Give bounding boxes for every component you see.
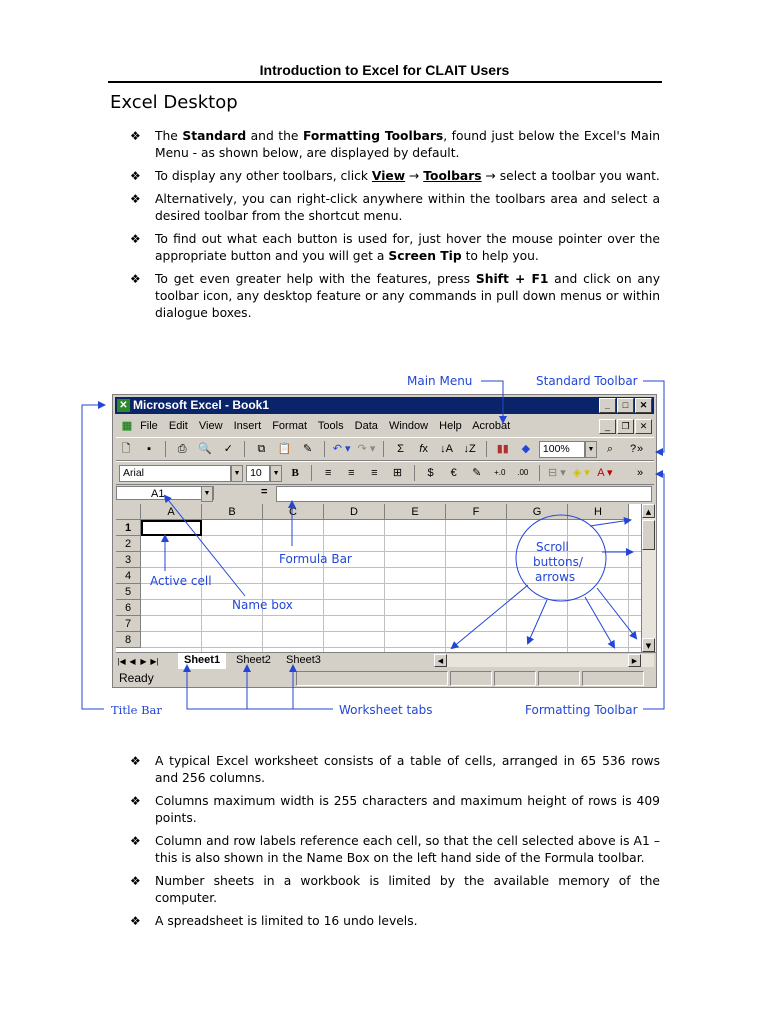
format-painter-icon[interactable]: ✎ [302, 443, 313, 456]
status-text: Ready [119, 671, 154, 685]
scroll-down-icon[interactable]: ▼ [642, 638, 655, 652]
gridline [445, 520, 446, 652]
tab-sheet3[interactable]: Sheet3 [286, 654, 321, 666]
standard-toolbar [116, 437, 654, 461]
paste-icon[interactable]: 📋 [277, 443, 292, 456]
gridline [141, 615, 641, 616]
menu-edit[interactable]: Edit [168, 420, 188, 432]
page-header: Introduction to Excel for CLAIT Users [259, 62, 510, 78]
formula-input[interactable] [276, 486, 652, 502]
font-color-icon[interactable]: A ▾ [597, 467, 613, 480]
merge-center-icon[interactable]: ⊞ [392, 467, 403, 480]
align-left-icon[interactable]: ≡ [325, 467, 332, 480]
chevron-down-icon[interactable]: ▼ [270, 465, 282, 482]
bullet-icon: ❖ [130, 914, 141, 928]
bullet-icon: ❖ [130, 192, 141, 206]
column-header[interactable]: C [263, 504, 324, 520]
sheet-icon[interactable]: ▦ [121, 420, 133, 433]
list-item: ❖ Alternatively, you can right-click anywhere within the toolbars area and select a desired toolbar from the shortcut menu. [130, 192, 660, 223]
row-header[interactable]: 3 [116, 552, 141, 568]
label-scroll-3: arrows [535, 570, 576, 584]
menu-acrobat[interactable]: Acrobat [472, 420, 511, 432]
first-sheet-icon[interactable]: |◀ [117, 657, 126, 666]
column-header[interactable]: A [141, 504, 202, 520]
status-panel [450, 671, 492, 686]
label-scroll-1: Scroll [536, 540, 569, 554]
bullet-icon: ❖ [130, 129, 141, 143]
binoculars-icon[interactable]: ⌕ [606, 443, 614, 456]
sheet-tabs-row [116, 652, 656, 669]
print-preview-icon[interactable]: 🔍 [198, 443, 213, 456]
active-cell[interactable] [141, 520, 202, 536]
main-menu [117, 417, 654, 435]
doc-restore-icon[interactable]: ❐ [617, 419, 634, 434]
window-title: Microsoft Excel - Book1 [133, 398, 270, 412]
autosum-icon[interactable]: Σ [397, 443, 404, 456]
copy-icon[interactable]: ⧉ [257, 443, 266, 456]
menu-view[interactable]: View [198, 420, 223, 432]
excel-app-icon: ✕ [117, 399, 130, 412]
list-item: ❖ A spreadsheet is limited to 16 undo levels. [130, 914, 418, 928]
menu-help[interactable]: Help [439, 420, 462, 432]
maximize-icon[interactable]: □ [617, 398, 634, 413]
label-main-menu: Main Menu [407, 374, 473, 388]
decrease-decimal-icon[interactable]: .00 [517, 468, 529, 478]
last-sheet-icon[interactable]: ▶| [150, 657, 159, 666]
chevron-down-icon[interactable]: ▼ [231, 465, 243, 482]
new-icon[interactable]: 🗋 [121, 443, 131, 456]
print-icon[interactable]: ⎙ [177, 443, 187, 456]
chevron-down-icon[interactable]: ▼ [585, 441, 597, 458]
excel-window [112, 394, 657, 688]
increase-decimal-icon[interactable]: +.0 [494, 468, 506, 478]
label-scroll-2: buttons/ [533, 555, 583, 569]
spelling-icon[interactable]: ✓ [223, 443, 233, 456]
status-panel [582, 671, 644, 686]
bottom-bullet-list [130, 753, 660, 936]
help-icon[interactable]: ? [629, 443, 637, 456]
font-name-field[interactable]: Arial [119, 465, 231, 482]
doc-minimize-icon[interactable]: _ [599, 419, 616, 434]
list-item: ❖ Column and row labels reference each cell, so that the cell selected above is A1 – this is also shown in the Name Box on the left hand side of the Formula toolbar. [130, 834, 660, 865]
menu-insert[interactable]: Insert [233, 420, 262, 432]
row-header[interactable]: 5 [116, 584, 141, 600]
gridline [141, 599, 641, 600]
header-rule [108, 81, 662, 83]
borders-icon[interactable]: ⊟ ▾ [547, 467, 566, 480]
vertical-scrollbar[interactable] [641, 504, 656, 652]
doc-close-icon[interactable]: ✕ [635, 419, 652, 434]
column-header[interactable]: H [568, 504, 629, 520]
label-worksheet-tabs: Worksheet tabs [339, 703, 433, 717]
chevron-down-icon[interactable]: ▼ [201, 486, 213, 502]
list-item: ❖ Columns maximum width is 255 characters and maximum height of rows is 409 points. [130, 794, 660, 825]
label-formatting-toolbar: Formatting Toolbar [525, 703, 638, 717]
column-header[interactable]: D [324, 504, 385, 520]
scroll-up-icon[interactable]: ▲ [642, 504, 655, 518]
label-name-box: Name box [232, 598, 293, 612]
function-icon[interactable]: fx [419, 443, 428, 456]
name-box[interactable]: A1 ▼ [116, 486, 214, 500]
list-item: ❖ A typical Excel worksheet consists of a table of cells, arranged in 65 536 rows and 256 columns. [130, 754, 660, 785]
row-header[interactable]: 2 [116, 536, 141, 552]
fill-color-icon[interactable]: ◈ ▾ [572, 467, 590, 480]
row-header[interactable]: 6 [116, 600, 141, 616]
zoom-field[interactable]: 100% [539, 441, 585, 458]
list-item: ❖ To find out what each button is used for, just hover the mouse pointer over the appropriate button and you will get a Screen Tip to help you. [130, 232, 660, 263]
label-formula-bar: Formula Bar [279, 552, 352, 566]
column-header[interactable]: E [385, 504, 446, 520]
row-header[interactable]: 8 [116, 632, 141, 648]
gridline [384, 520, 385, 652]
sort-ascending-icon[interactable]: ↓A [440, 443, 454, 456]
menu-format[interactable]: Format [272, 420, 308, 432]
scroll-thumb[interactable] [642, 520, 655, 550]
list-item: ❖ To get even greater help with the features, press Shift + F1 and click on any toolbar icon, any desktop feature or any commands in pull down menus or within dialogue boxes. [130, 272, 660, 320]
font-size-field[interactable]: 10 [246, 465, 270, 482]
prev-sheet-icon[interactable]: ◀ [129, 657, 136, 666]
sort-descending-icon[interactable]: ↓Z [463, 443, 476, 456]
section-heading: Excel Desktop [110, 92, 238, 113]
formula-bar [116, 486, 654, 502]
select-all-corner[interactable] [116, 504, 141, 520]
column-header[interactable]: G [507, 504, 568, 520]
bullet-icon: ❖ [130, 874, 141, 888]
undo-icon[interactable]: ↶ ▾ [332, 443, 351, 456]
row-header[interactable]: 7 [116, 616, 141, 632]
menu-window[interactable]: Window [388, 420, 429, 432]
menu-tools[interactable]: Tools [317, 420, 344, 432]
tab-sheet1[interactable]: Sheet1 [178, 653, 226, 669]
redo-icon[interactable]: ↷ ▾ [357, 443, 376, 456]
align-center-icon[interactable]: ≡ [348, 467, 355, 480]
title-bar [115, 397, 654, 414]
bullet-icon: ❖ [130, 169, 141, 183]
formula-equals[interactable]: = [261, 486, 268, 498]
formatting-toolbar [116, 461, 654, 485]
bullet-icon: ❖ [130, 834, 141, 848]
menu-file[interactable]: File [140, 420, 158, 432]
column-header[interactable]: F [446, 504, 507, 520]
status-panel [494, 671, 536, 686]
gridline [323, 520, 324, 652]
menu-data[interactable]: Data [354, 420, 378, 432]
next-sheet-icon[interactable]: ▶ [140, 657, 147, 666]
scroll-right-icon[interactable]: ▶ [628, 654, 641, 667]
excel-screenshot-figure [0, 360, 768, 740]
save-icon[interactable]: ▪ [147, 443, 152, 456]
arrow-title-bar [82, 405, 104, 709]
scroll-left-icon[interactable]: ◀ [434, 654, 447, 667]
currency-icon[interactable]: $ [427, 467, 434, 480]
bullet-icon: ❖ [130, 232, 141, 246]
gridline [141, 647, 641, 648]
list-item: ❖ To display any other toolbars, click View → Toolbars → select a toolbar you want. [130, 169, 660, 183]
label-standard-toolbar: Standard Toolbar [536, 374, 638, 388]
label-title-bar: Title Bar [111, 703, 162, 717]
bullet-icon: ❖ [130, 754, 141, 768]
gridline [141, 631, 641, 632]
list-item: ❖ Number sheets in a workbook is limited by the available memory of the computer. [130, 874, 660, 905]
gridline [628, 520, 629, 652]
gridline [262, 520, 263, 652]
horizontal-scrollbar[interactable] [434, 654, 654, 667]
top-bullet-list [130, 128, 660, 328]
close-icon[interactable]: ✕ [635, 398, 652, 413]
chart-wizard-icon[interactable]: ▮▮ [496, 443, 509, 456]
column-header[interactable]: B [202, 504, 263, 520]
drawing-icon[interactable]: ◆ [521, 443, 531, 456]
label-active-cell: Active cell [150, 574, 212, 588]
row-header[interactable]: 1 [116, 520, 141, 536]
more-buttons-icon[interactable]: » [636, 467, 644, 479]
bullet-icon: ❖ [130, 272, 141, 286]
edit-icon[interactable]: ✎ [472, 467, 482, 480]
align-right-icon[interactable]: ≡ [371, 467, 378, 480]
bold-button[interactable]: B [291, 467, 299, 480]
status-panel [296, 671, 448, 686]
list-item: ❖ The Standard and the Formatting Toolbars, found just below the Excel's Main Menu - as shown below, are displayed by default. [130, 129, 661, 160]
minimize-icon[interactable]: _ [599, 398, 616, 413]
gridline [141, 535, 641, 536]
bullet-icon: ❖ [130, 794, 141, 808]
tab-sheet2[interactable]: Sheet2 [236, 654, 271, 666]
more-buttons-icon[interactable]: » [636, 443, 644, 455]
status-panel [538, 671, 580, 686]
row-header[interactable]: 4 [116, 568, 141, 584]
euro-icon[interactable]: € [450, 467, 457, 480]
status-bar [116, 670, 654, 686]
gridline [506, 520, 507, 652]
